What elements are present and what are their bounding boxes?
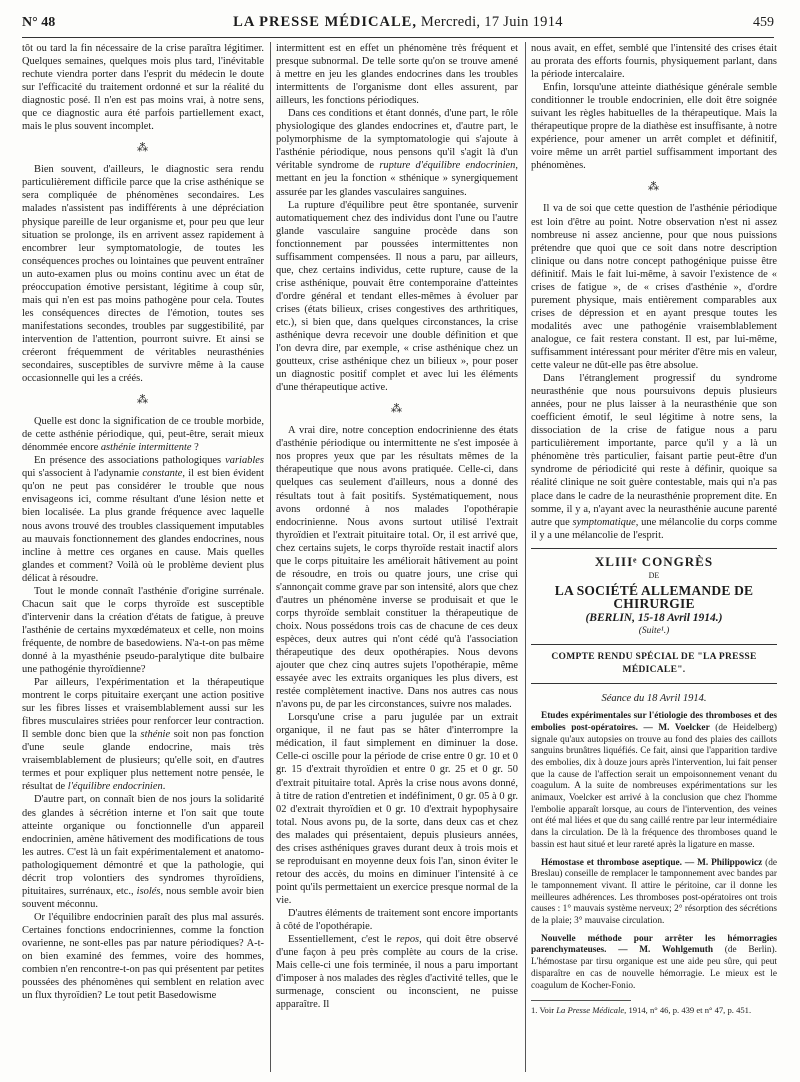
page-number: 459 (753, 15, 774, 30)
column-3 (531, 42, 777, 1076)
section-separator: ⁂ (648, 181, 660, 194)
issue-date: Mercredi, 17 Juin 1914 (420, 14, 563, 30)
society-title: LA SOCIÉTÉ ALLEMANDE DE CHIRURGIE (554, 582, 754, 611)
paragraph: Tout le monde connaît l'asthénie d'origine surrénale. Chacun sait que le corps thyroïde est susceptible d'intervenir dans la création d'états de fatigue, à preuve l'asthénie de certains myxœdémateux et celle, non moins fréquente, de nombre de basedowiens. N'a-t-on pas même donné à la myasthénie pseudo-paralytique dite bulbaire une pathogénie thyroïdienne? (22, 585, 264, 676)
section-separator: ⁂ (391, 403, 403, 416)
report-title: Etudes expérimentales sur l'étiologie des thromboses et des embolies post-opératoires. — M. Voelcker (531, 711, 777, 733)
report-subtitle: COMPTE RENDU SPÉCIAL DE "LA PRESSE MÉDICALE". (551, 651, 757, 676)
journal-title (102, 14, 694, 31)
session-date: Séance du 18 Avril 1914. (601, 693, 707, 705)
continued-note: (Suite¹.) (638, 625, 670, 636)
report-title: Nouvelle méthode pour arrêter les hémorragies parenchymateuses. — M. Wohlgemuth (531, 933, 777, 956)
section-rule (531, 548, 777, 549)
paragraph: Dans ces conditions et étant donnés, d'une part, le rôle physiologique des glandes endocrines et, d'autre part, le polymorphisme de la symptomatologie qui s'ajoute à l'asthénie périodique, nous pensons qu'il s'agit là d'un véritable syndrome de rupture d'équilibre endocrinien, mettant en jeu la fonction « sthénique » synergiquement assurée par les glandes vasculaires sanguines. (276, 108, 518, 198)
paragraph: Dans l'étranglement progressif du syndrome neurasthénie que nous poursuivons depuis plusieurs années, pour ne plus laisser à la neurasthénie que son coefficient émotif, le seul légitime à notre sens, la dissociation de la crise de fatigue nous a paru particulièrement importante, parce qu'il y a là un phénomène très particulier, faisant partie peut-être d'un syndrome de périodicité qui reste à définir, quoique sa réalité clinique ne soit guère contestable, mais qui n'a pas place dans le cadre de la neurasthénie proprement dite. En somme, il y a, n'ayant avec la neurasthénie aucune parenté autre que symptomatique, une mélancolie du corps comme il y a une mélancolie de l'esprit. (531, 373, 777, 541)
column-divider (270, 42, 271, 1072)
page-header (22, 14, 774, 38)
paragraph: Par ailleurs, l'expérimentation et la thérapeutique montrent le corps pituitaire exerçant une action positive sur les fibres lisses et vraisemblablement aussi sur les fibres musculaires striées pour renforcer leur contraction. Il semble donc bien que la sthénie soit non pas fonction d'une seule glande endocrine, mais très vraisemblablement de plusieurs; qu'elle soit, en d'autres termes et pour expliquer plus nettement notre pensée, le résultat de l'équilibre endocrinien. (22, 677, 264, 793)
paragraph: Quelle est donc la signification de ce trouble morbide, de cette asthénie périodique, qui, peut-être, serait mieux dénommée encore asthénie intermittente ? (22, 416, 264, 454)
footnote: 1. Voir La Presse Médicale, 1914, n° 46, p. 439 et n° 47, p. 451. (531, 1005, 752, 1016)
journal-name: LA PRESSE MÉDICALE, (233, 14, 417, 30)
column-2 (276, 42, 518, 1076)
column-divider (525, 42, 526, 1072)
paragraph: En présence des associations pathologiques variables qui s'associent à l'adynamie constante, il est bien évident qu'on ne peut pas considérer le trouble que nous envisageons ici, comme résultant d'une lésion nette et bien localisée. La plus grande fréquence avec laquelle nous avons trouvé des troubles classiquement imputables au mauvais fonctionnement des glandes endocrines, nous incline à mettre ces organes en cause. Mais quelles glandes et comment? Voilà où le problème devient plus délicat à résoudre. (22, 455, 264, 584)
paragraph: Essentiellement, c'est le repos, qui doit être observé d'une façon à peu près complète au cours de la crise. Mais celle-ci une fois terminée, il nous a paru important d'imposer à nos malades des règles d'activité telles, que le surmenage, conscient ou inconscient, ne puisse apparaître. Il (276, 934, 518, 1011)
paragraph: La rupture d'équilibre peut être spontanée, survenir automatiquement chez des individus dont l'une ou l'autre glande vasculaire sanguine procède dans son fonctionnement par poussées intermittentes non suffisamment compensées. Il nous a paru, par ailleurs, que, chez certains individus, cette rupture, cause de la crise asthénique, pouvait être contemporaine d'atteintes d'ordre général et tendant elles-mêmes à évoluer par crises (états bilieux, crises congestives des arthritiques, etc.), si bien que, dans quelques circonstances, la crise asthénique devra recevoir une double définition et que l'on devra dire, par exemple, « crise asthénique chez un goutteux, crise asthénique chez un bilieux », pour poser un diagnostic positif complet et avec lui les éléments d'une thérapeutique active. (276, 199, 518, 394)
paragraph: D'autre part, on connaît bien de nos jours la solidarité des glandes à sécrétion interne et l'on sait que toute atteinte organique ou fonctionnelle d'un appareil endocrinien, amène hâtivement des modifications de tous les autres. C'est là un fait expérimentalement et anatomo-pathologiquement démontré et que la pathologie, qui décrit trop volontiers des syndromes thyroïdiens, pituitaires, surrénaux, etc., isolés, nous semble avoir bien souvent méconnu. (22, 794, 264, 910)
congress-location: (BERLIN, 15-18 Avril 1914.) (585, 611, 723, 624)
column-1 (22, 42, 264, 1076)
issue-number: N° 48 (22, 15, 56, 30)
paragraph: tôt ou tard la fin nécessaire de la crise paraîtra légitimer. Quelques semaines, quelques mois plus tard, l'inévitable rechute viendra porter dans l'esprit du médecin le doute sur l'efficacité du traitement ordonné et sur la réalité du diagnostic posé. Il n'en est pas moins vrai, à notre sens, que ce diagnostic aura été parfois partiellement exact, mais le plus souvent incomplet. (22, 43, 264, 133)
section-separator: ⁂ (137, 394, 149, 407)
paragraph: nous avait, en effet, semblé que l'intensité des crises était au prorata des efforts fournis, physiquement parlant, dans la période intercalaire. (531, 43, 777, 81)
header-rule (22, 37, 774, 38)
section-rule (531, 683, 777, 684)
report-item: Etudes expérimentales sur l'étiologie des thromboses et des embolies post-opératoires. — M. Voelcker (de Heidelberg) signale qu'aux autopsies on trouve au fond des plaies des caillots sanguins brunâtres liquéfiés. Ce fait, ainsi que l'apparition tardive des embolies, dix à douze jours après l'intervention, lui fait penser que la cause de l'affection serait un empoisonnement venant du coagulum. A la suite de nombreuses expérimentations sur les animaux, Voelcker est arrivé à la conclusion que chez l'homme l'embolie apparaît lorsque, au cours de l'intervention, des veines ont été mal liées et que du sang caillé rentre par leur intermédiaire dans la circulation. De là la fréquence des thromboses quand le bassin est haut situé et leur rareté après la ligature en masse. (531, 711, 777, 850)
session-reports (531, 711, 777, 992)
report-title: Hémostase et thrombose aseptique. — M. Philippowicz (541, 857, 763, 868)
paragraph: Enfin, lorsqu'une atteinte diathésique générale semble conditionner le trouble endocrinien, elle doit être soignée suivant les règles habituelles de la thérapeutique. Mais la thérapeutique propre de la diathèse est insuffisante, à notre expérience, pour amener un arrêt complet et définitif, voire même un arrêt partiel suffisamment important des phénomènes. (531, 82, 777, 172)
report-item: Nouvelle méthode pour arrêter les hémorragies parenchymateuses. — M. Wohlgemuth (de Berlin). L'hémostase par tirsu organique est une aide peu sûre, qui peut disparaître en cas de nouvelle hémorragie. Le mieux est le coagulum de Kocher-Fonio. (531, 933, 777, 991)
congress-heading: XLIIIᵉ CONGRÈS (594, 553, 714, 569)
report-item: Hémostase et thrombose aseptique. — M. Philippowicz (de Breslau) conseille de remplacer le tamponnement avec bandes par le tamponnement vivant. Il attire le péritoine, car il donne les meilleures adhérences. Les thromboses post-opératoires ont trois causes : 1° mauvais système nerveux; 2° résorption des sécrétions de la plaie; 3° mauvaise circulation. (531, 857, 777, 927)
paragraph: Il va de soi que cette question de l'asthénie périodique est loin d'être au point. Notre observation n'est ni assez nombreuse ni assez ancienne, pour que nous puissions prétendre que quoi que ce soit dans notre description clinique ou dans notre concept pathogénique puisse être définitif. Mais le fait lui-même, à savoir l'existence de « crises de fatigue », de « crises d'asthénie », d'ordre purement physique, mais entièrement comparables aux crises de dépression et en ayant presque toutes les modalités avec une pathogénie vraisemblablement analogue, ce fait restera constant. Il est, par lui-même, suffisamment intéressant pour mériter d'être mis en valeur, cette valeur ne dût-elle pas être absolue. (531, 203, 777, 372)
section-separator: ⁂ (137, 142, 149, 155)
paragraph: Or l'équilibre endocrinien paraît des plus mal assurés. Certaines fonctions endocriniennes, comme la fonction ovarienne, ne sont-elles pas par nature périodiques? A-t-on bien examiné des femmes, voire des hommes, combien n'en rencontre-t-on pas qui présentent par petites poussées des phénomènes qui semblent en relation avec un flux thyroïdien? Le tout petit Basedowisme (22, 911, 264, 1002)
paragraph: Lorsqu'une crise a paru jugulée par un extrait organique, il ne faut pas se hâter d'interrompre la médication, il faut simplement en diminuer la dose. Celle-ci oscille pour la période de crise entre 0 gr. 10 et 0 gr. 15 d'extrait thyroïdien et entre 0 gr. 25 et 0 gr. 50 d'extrait pituitaire total. Après la crise nous avons donné, à titre de ration d'entretien et indéfiniment, 0 gr. 05 à 0 gr. 02 d'extrait thyroïdien et 0 gr. 10 d'extrait hypophysaire total. Nous avons pu, de la sorte, dans deux cas et chez des malades qui présentaient, depuis plusieurs années, des crises asthéniques graves durant deux à trois mois et se reproduisant en moyenne deux fois l'an, sinon éviter le retour des accès, du moins en diminuer l'intensité à ce point qu'ils permettaient un exercice presque normal de la vie. (276, 712, 518, 906)
paragraph: D'autres éléments de traitement sont encore importants à côté de l'opothérapie. (276, 908, 518, 933)
paragraph: Bien souvent, d'ailleurs, le diagnostic sera rendu particulièrement difficile parce que la crise asthénique se sera compliquée de phénomènes secondaires. Les malades n'assistent pas indifférents à une dépréciation physique pareille de leur organisme et, pour peu que leur situation se prolonge, ils en arrivent assez rapidement à encombrer leur symptomatologie, de toutes les conséquences proches ou lointaines que peuvent entraîner un auto-examen plus ou moins continu avec un état de préoccupation émotive persistant, légitime à coup sûr, mais qui n'en est pas moins pathogène pour cela. Toutes les conséquences directes de l'émotion, toutes ses manifestations secondes, troubles par suggestibilité, par intervention de l'attention, pourront suivre. Et ainsi se créeront fréquemment de véritables neurasthénies secondaires, susceptibles de survivre même à la cause occasionnelle qui les a créés. (22, 164, 264, 385)
paragraph: A vrai dire, notre conception endocrinienne des états d'asthénie périodique ou intermittente ne s'est imposée à nos propres yeux que par les résultats mêmes de la thérapeutique que nous avons pratiquée. Celle-ci, dans quelques cas seulement d'ailleurs, nous a donné des résultats tout à fait positifs. Systématiquement, nous avons ordonné à nos malades l'opothérapie endocrinienne. Nous avons surtout utilisé l'extrait thyroïdien et l'extrait pituitaire total. Or, il est arrivé que, chez certains sujets, le corps thyroïde restait inactif alors que le corps pituitaire les améliorait hâtivement au point de résoudre, en trois ou quatre jours, une crise qui s'annonçait comme grave par son intensité, alors que chez d'autres un phénomène inverse se produisait et que le corps thyroïde semblait constituer la thérapeutique de choix. Nous possédons trois cas de chacune de ces deux espèces, deux autres qui n'ont cédé qu'à l'association thérapeutique des deux opothérapies. Nous devons ajouter que chez cinq autres sujets l'opothérapie, même essayée avec les extraits organiques les plus divers, est restée complètement inactive. Dans nos autres cas nous n'avons pu, de par les circonstances, suivre nos malades. (276, 425, 518, 711)
section-rule (531, 644, 777, 645)
congress-de: DE (648, 570, 660, 580)
paragraph: intermittent est en effet un phénomène très fréquent et presque subnormal. De telle sorte qu'on se trouve amené à mettre en jeu les glandes endocrines dans les troubles intermittents de l'organisme dont elles assurent, par ailleurs, les fonctions périodiques. (276, 43, 518, 107)
